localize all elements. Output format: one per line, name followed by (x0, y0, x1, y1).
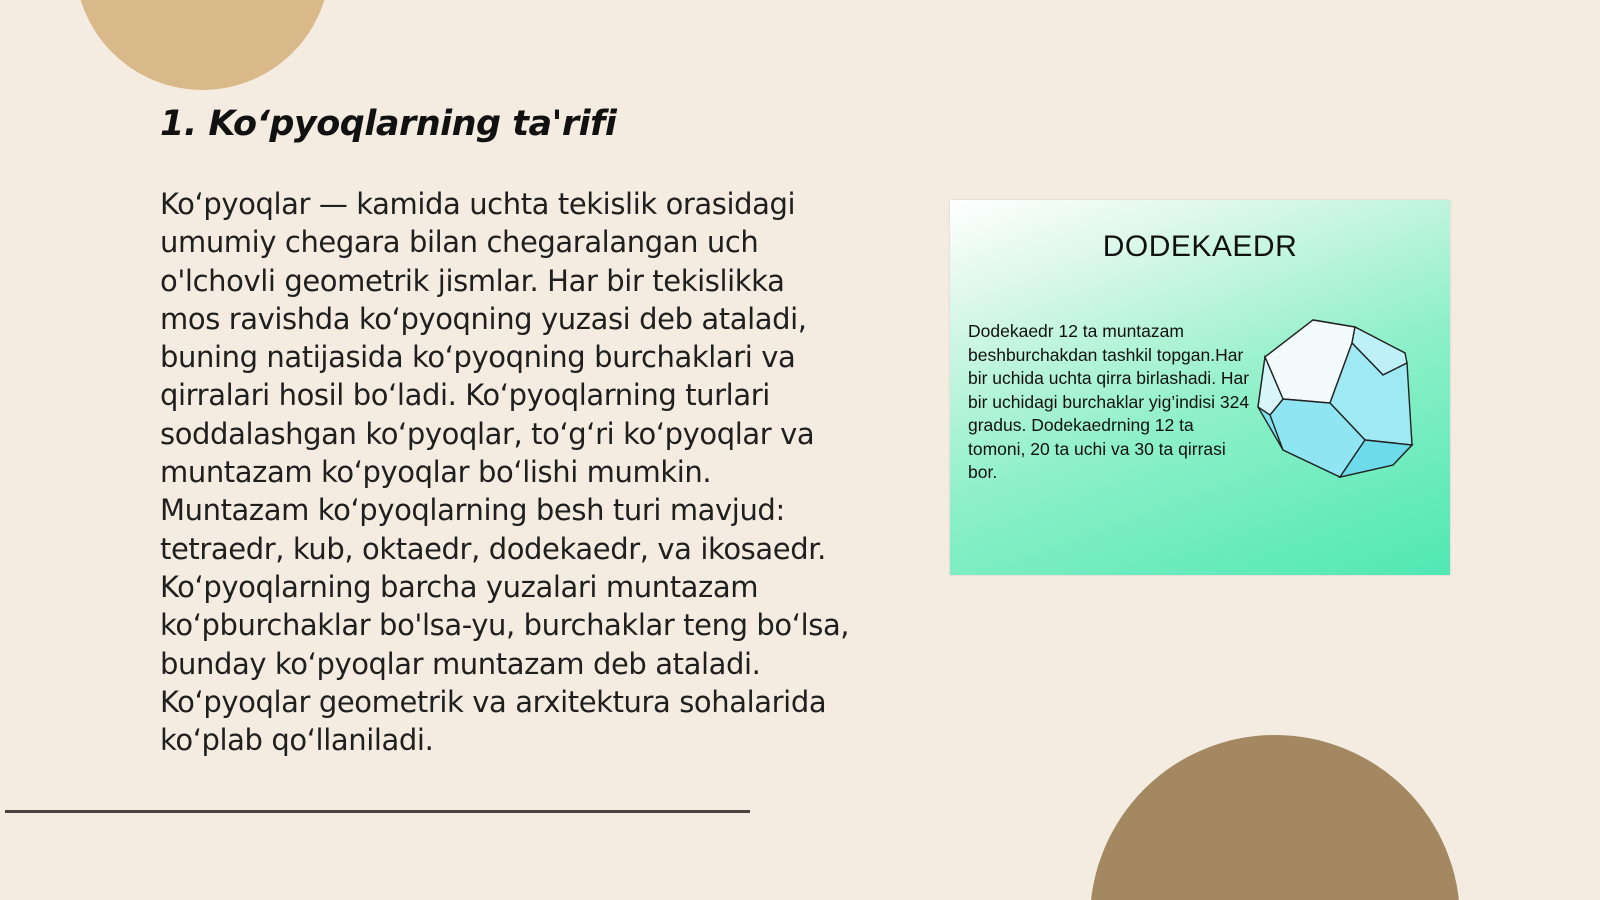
dodecahedron-card (950, 200, 1450, 575)
decorative-circle-bottom (1090, 735, 1460, 900)
decorative-circle-top (75, 0, 330, 90)
card-title: DODEKAEDR (1102, 230, 1298, 263)
divider-line (5, 810, 750, 813)
card-text: Dodekaedr 12 ta muntazam beshburchakdan tashkil topgan.Har bir uchida uchta qirra birlashadi. Har bir uchidagi burchaklar yig’indisi 324 gradus. Dodekaedrning 12 ta tomoni, 20 ta uchi va 30 ta qirrasi bor. (968, 321, 1250, 482)
slide-title: 1. Ko‘pyoqlarning ta'rifi (160, 104, 617, 144)
slide-body-text: Ko‘pyoqlar — kamida uchta tekislik orasidagi umumiy chegara bilan chegaralangan uch o'lchovli geometrik jismlar. Har bir tekislikka mos ravishda ko‘pyoqning yuzasi deb ataladi, buning natijasida ko‘pyoqning burchaklari va qirralari hosil bo‘ladi. Ko‘pyoqlarning turlari soddalashgan ko‘pyoqlar, to‘g‘ri ko‘pyoqlar va muntazam ko‘pyoqlar bo‘lishi mumkin. Muntazam ko‘pyoqlarning besh turi mavjud: tetraedr, kub, oktaedr, dodekaedr, va ikosaedr. Ko‘pyoqlarning barcha yuzalari muntazam ko‘pburchaklar bo'lsa-yu, burchaklar teng bo‘lsa, bunday ko‘pyoqlar muntazam deb ataladi. Ko‘pyoqlar geometrik va arxitektura sohalarida ko‘plab qo‘llaniladi. (160, 187, 850, 758)
dodecahedron-icon (1255, 315, 1415, 485)
